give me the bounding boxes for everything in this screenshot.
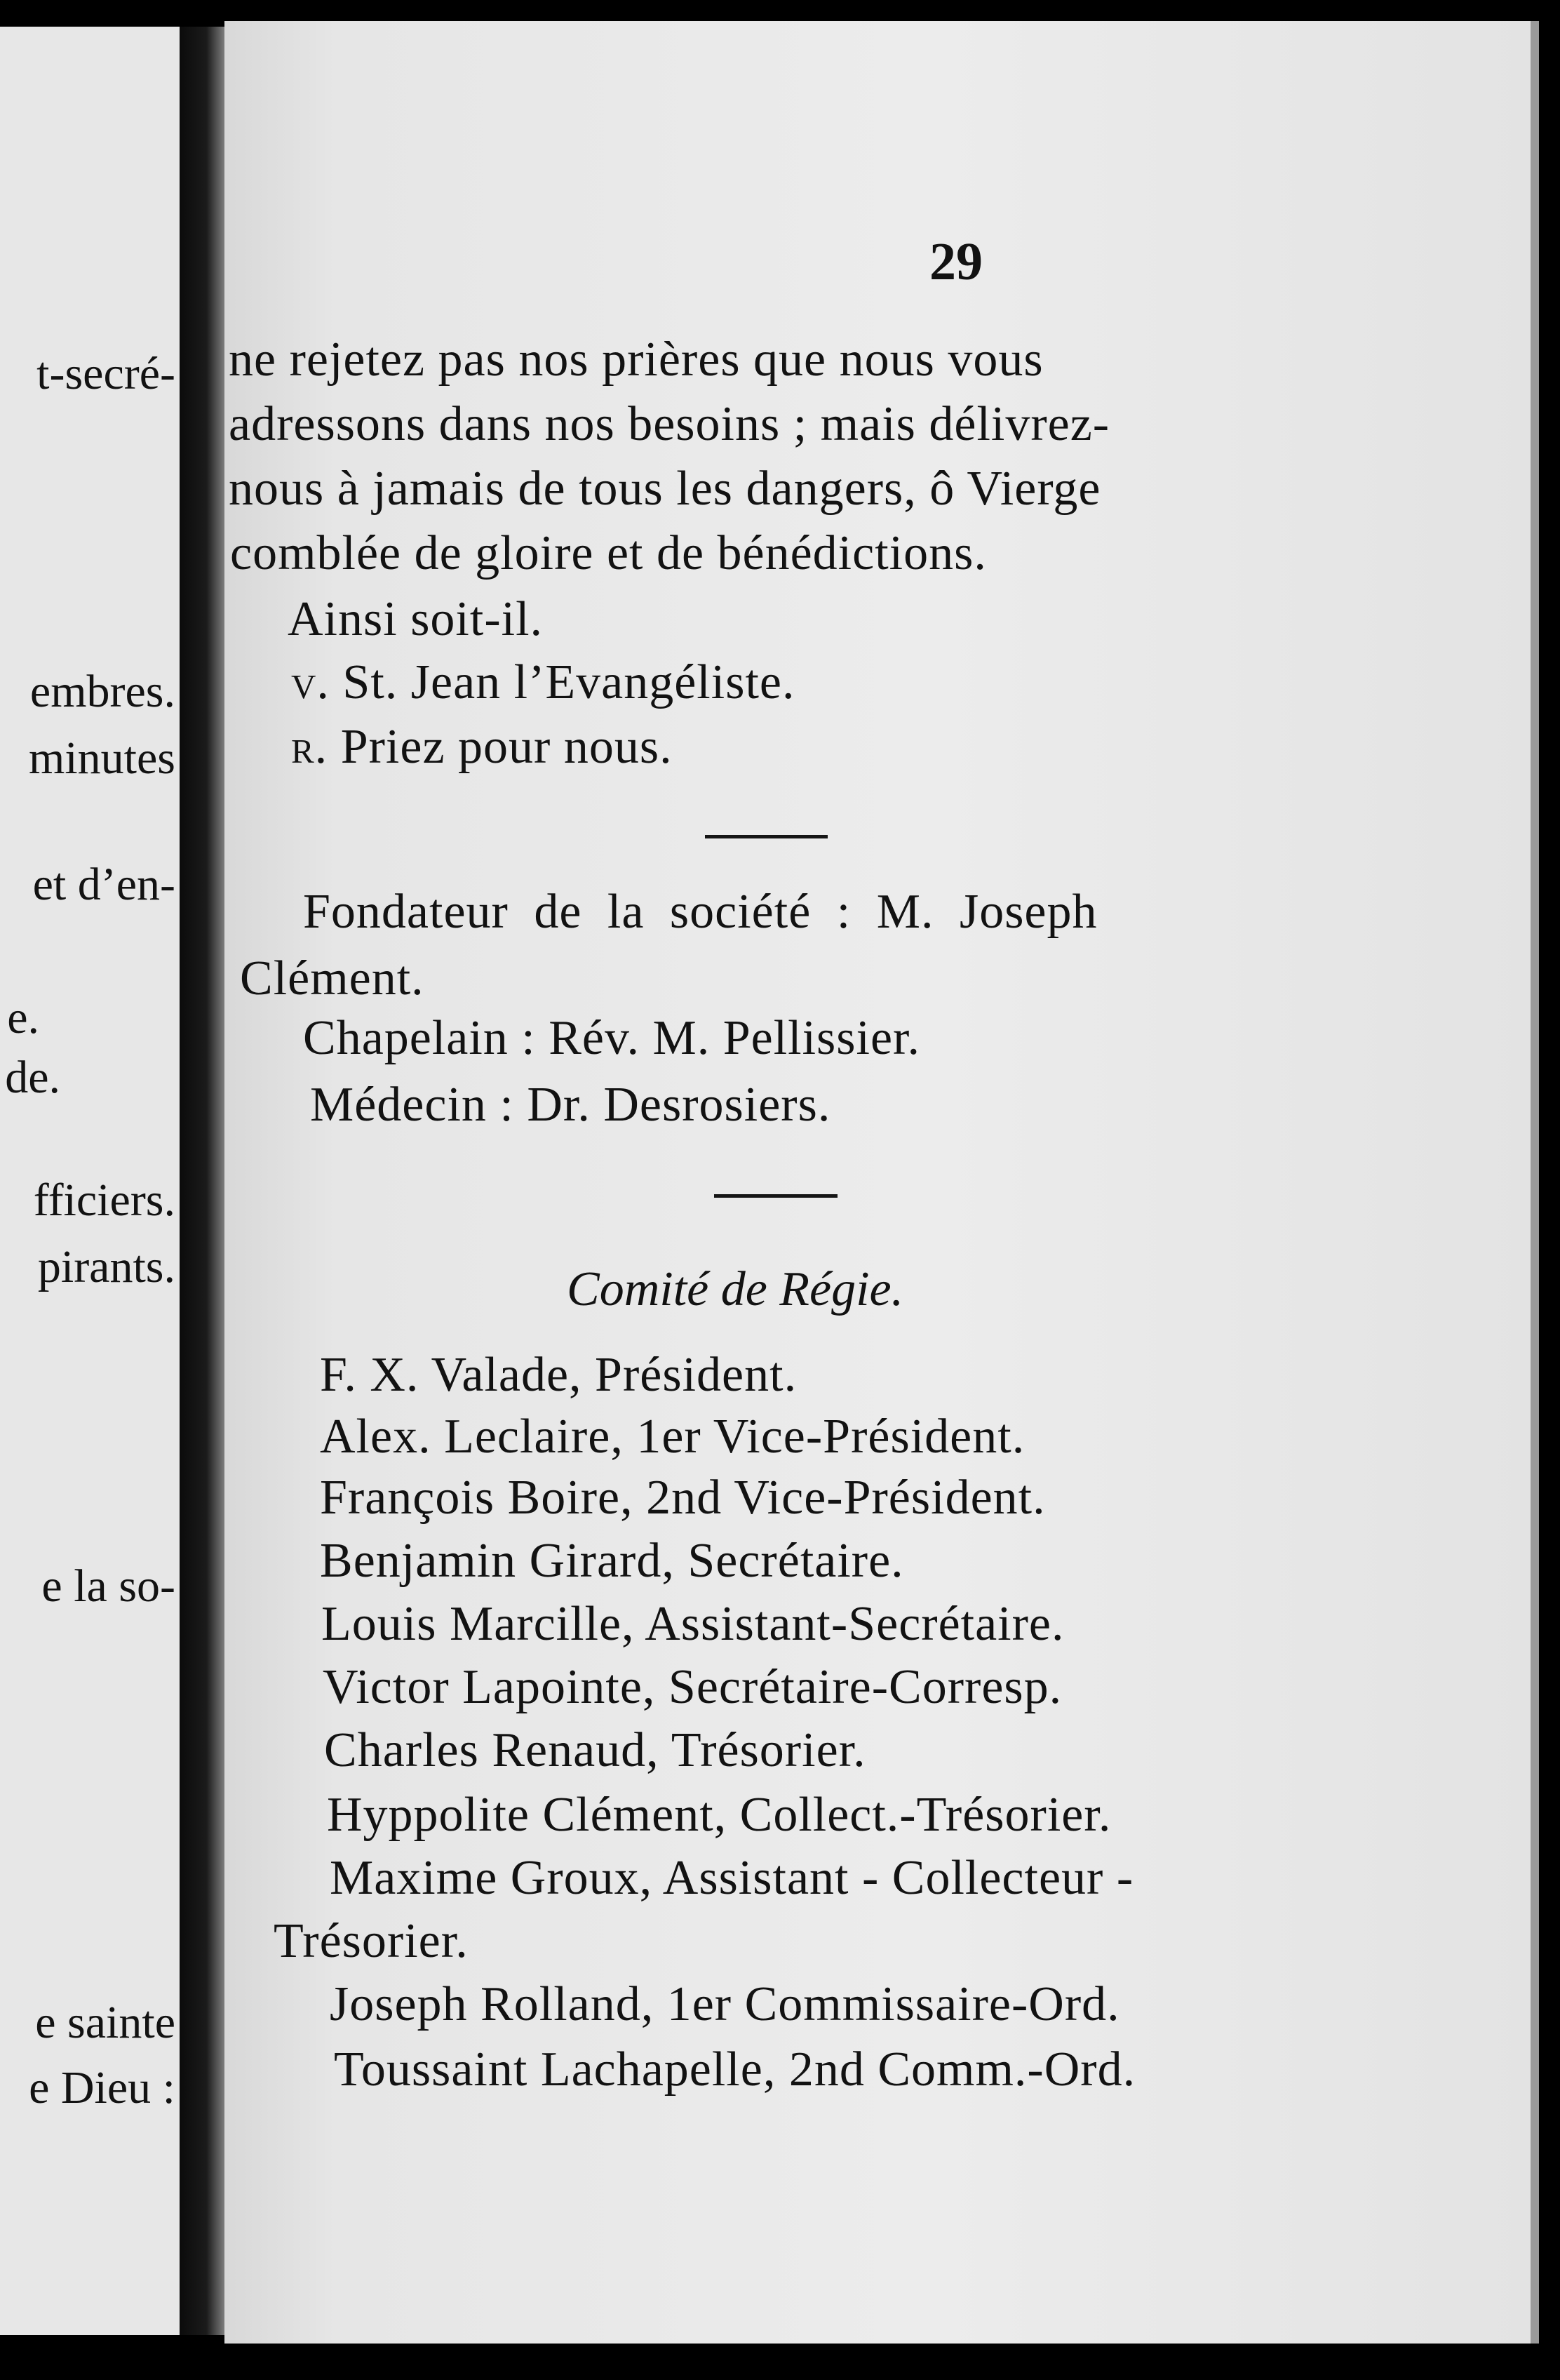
facing-page-line: e. (7, 992, 39, 1043)
response-mark: r. (291, 720, 328, 774)
committee-member: Victor Lapointe, Secrétaire-Corresp. (323, 1660, 1063, 1714)
committee-member: Toussaint Lachapelle, 2nd Comm.-Ord. (334, 2043, 1136, 2097)
book-page (224, 21, 1531, 2344)
committee-member: Alex. Leclaire, 1er Vice-Président. (320, 1410, 1026, 1464)
amen-line: Ainsi soit-il. (288, 592, 544, 646)
committee-member: Charles Renaud, Trésorier. (324, 1723, 866, 1777)
versicle-line (291, 655, 795, 709)
committee-member: F. X. Valade, Président. (320, 1348, 798, 1402)
facing-page-line: fficiers. (33, 1175, 175, 1226)
committee-heading: Comité de Régie. (567, 1262, 904, 1316)
committee-member: Maxime Groux, Assistant - Collecteur - (330, 1851, 1134, 1905)
committee-member: Benjamin Girard, Secrétaire. (320, 1534, 904, 1588)
prayer-line: nous à jamais de tous les dangers, ô Vierge (229, 462, 1101, 516)
facing-page-line: e la so- (41, 1560, 175, 1612)
versicle-text: St. Jean l’Evangéliste. (342, 655, 795, 709)
facing-page-line: e Dieu : (29, 2062, 175, 2113)
page-number: 29 (929, 232, 983, 291)
facing-page-line: de. (5, 1052, 60, 1103)
response-text: Priez pour nous. (340, 720, 673, 774)
facing-page-line: e sainte (35, 1997, 175, 2048)
facing-page-line: embres. (29, 666, 175, 717)
section-divider (714, 1194, 838, 1198)
page-edge (1531, 21, 1539, 2344)
committee-member-continuation: Trésorier. (274, 1914, 469, 1968)
section-divider (705, 835, 828, 838)
facing-page-line: pirants. (37, 1241, 175, 1292)
facing-page-line: et d’en- (32, 859, 175, 910)
founder-name-continuation: Clément. (240, 951, 424, 1005)
facing-page-fragment (0, 27, 180, 2335)
committee-member: Louis Marcille, Assistant-Secrétaire. (321, 1597, 1065, 1651)
book-gutter (180, 27, 224, 2335)
committee-member: Hyppolite Clément, Collect.-Trésorier. (327, 1788, 1112, 1842)
physician-line: Médecin : Dr. Desrosiers. (310, 1078, 831, 1132)
facing-page-line: t-secré- (36, 348, 175, 399)
committee-member: François Boire, 2nd Vice-Président. (320, 1471, 1046, 1525)
versicle-mark: v. (291, 655, 330, 709)
prayer-line: comblée de gloire et de bénédictions. (230, 526, 987, 580)
prayer-line: adressons dans nos besoins ; mais délivrez- (229, 397, 1110, 451)
response-line (291, 720, 673, 774)
founder-line: Fondateur de la société : M. Joseph (303, 885, 1098, 939)
committee-member: Joseph Rolland, 1er Commissaire-Ord. (330, 1977, 1120, 2031)
chaplain-line: Chapelain : Rév. M. Pellissier. (303, 1011, 920, 1065)
prayer-line: ne rejetez pas nos prières que nous vous (229, 333, 1044, 387)
facing-page-line: minutes (29, 733, 175, 784)
